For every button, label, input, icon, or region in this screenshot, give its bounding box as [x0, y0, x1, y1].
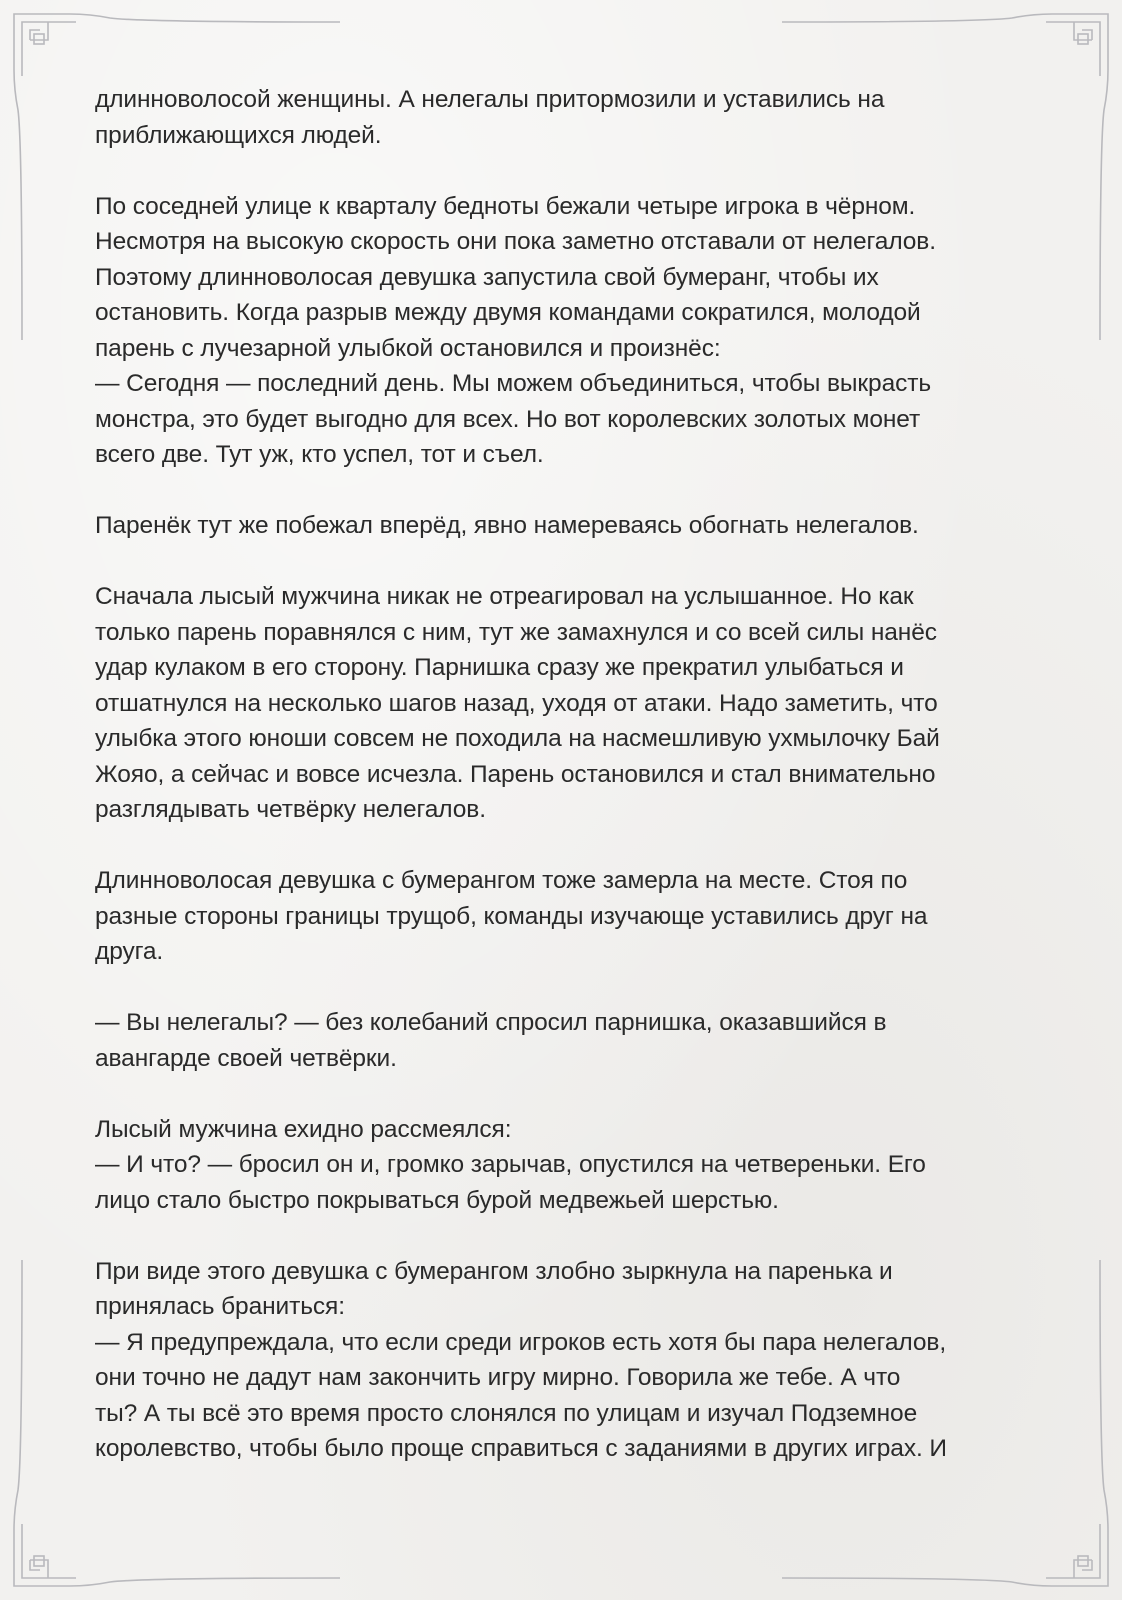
chapter-text [95, 82, 1035, 1502]
text-line: улыбка этого юноши совсем не походила на насмешливую ухмылочку Бай [95, 725, 940, 752]
text-line: разные стороны границы трущоб, команды изучающе уставились друг на [95, 902, 928, 930]
text-line: — Сегодня — последний день. Мы можем объединиться, чтобы выкрасть [95, 370, 932, 397]
text-line: При виде этого девушка с бумерангом злобно зыркнула на паренька и [95, 1257, 893, 1285]
text-line: Паренёк тут же побежал вперёд, явно намереваясь обогнать нелегалов. [95, 512, 919, 539]
paragraph [95, 189, 1035, 473]
text-line: — И что? — бросил он и, громко зарычав, опустился на четвереньки. Его [95, 1151, 926, 1178]
text-line: остановить. Когда разрыв между двумя командами сократился, молодой [95, 299, 921, 326]
text-line: они точно не дадут нам закончить игру мирно. Говорила же тебе. А что [95, 1364, 901, 1391]
text-line: — Вы нелегалы? — без колебаний спросил парнишка, оказавшийся в [95, 1009, 887, 1036]
paragraph [95, 508, 1035, 544]
text-line: длинноволосой женщины. А нелегалы притормозили и уставились на [95, 86, 885, 113]
text-line: монстра, это будет выгодно для всех. Но вот королевских золотых монет [95, 405, 921, 433]
paragraph [95, 1112, 1035, 1219]
text-line: приближающихся людей. [95, 121, 382, 149]
text-line: друга. [95, 938, 164, 965]
text-line: авангарде своей четвёрки. [95, 1044, 397, 1072]
text-line: разглядывать четвёрку нелегалов. [95, 796, 486, 823]
text-line: — Я предупреждала, что если среди игроков есть хотя бы пара нелегалов, [95, 1328, 947, 1356]
text-line: отшатнулся на несколько шагов назад, уходя от атаки. Надо заметить, что [95, 689, 938, 717]
text-line: всего две. Тут уж, кто успел, тот и съел. [95, 441, 544, 468]
text-line: принялась браниться: [95, 1293, 345, 1320]
paragraph [95, 579, 1035, 828]
paragraph [95, 82, 1035, 153]
paragraph [95, 1005, 1035, 1076]
text-line: парень с лучезарной улыбкой остановился и произнёс: [95, 334, 721, 362]
text-line: Сначала лысый мужчина никак не отреагировал на услышанное. Но как [95, 583, 914, 610]
paragraph [95, 1254, 1035, 1467]
text-line: По соседней улице к кварталу бедноты бежали четыре игрока в чёрном. [95, 192, 916, 220]
text-line: Длинноволосая девушка с бумерангом тоже замерла на месте. Стоя по [95, 867, 908, 894]
text-line: Несмотря на высокую скорость они пока заметно отставали от нелегалов. [95, 228, 936, 255]
text-line: только парень поравнялся с ним, тут же замахнулся и со всей силы нанёс [95, 618, 937, 646]
text-line: Лысый мужчина ехидно рассмеялся: [95, 1115, 512, 1143]
text-line: Жояо, а сейчас и вовсе исчезла. Парень остановился и стал внимательно [95, 760, 936, 788]
text-line: удар кулаком в его сторону. Парнишка сразу же прекратил улыбаться и [95, 654, 904, 681]
text-line: лицо стало быстро покрываться бурой медвежьей шерстью. [95, 1186, 779, 1214]
text-line: ты? А ты всё это время просто слонялся по улицам и изучал Подземное [95, 1399, 918, 1427]
paragraph [95, 863, 1035, 970]
text-line: королевство, чтобы было проще справиться с заданиями в других играх. И [95, 1435, 947, 1462]
text-line: Поэтому длинноволосая девушка запустила свой бумеранг, чтобы их [95, 263, 879, 291]
